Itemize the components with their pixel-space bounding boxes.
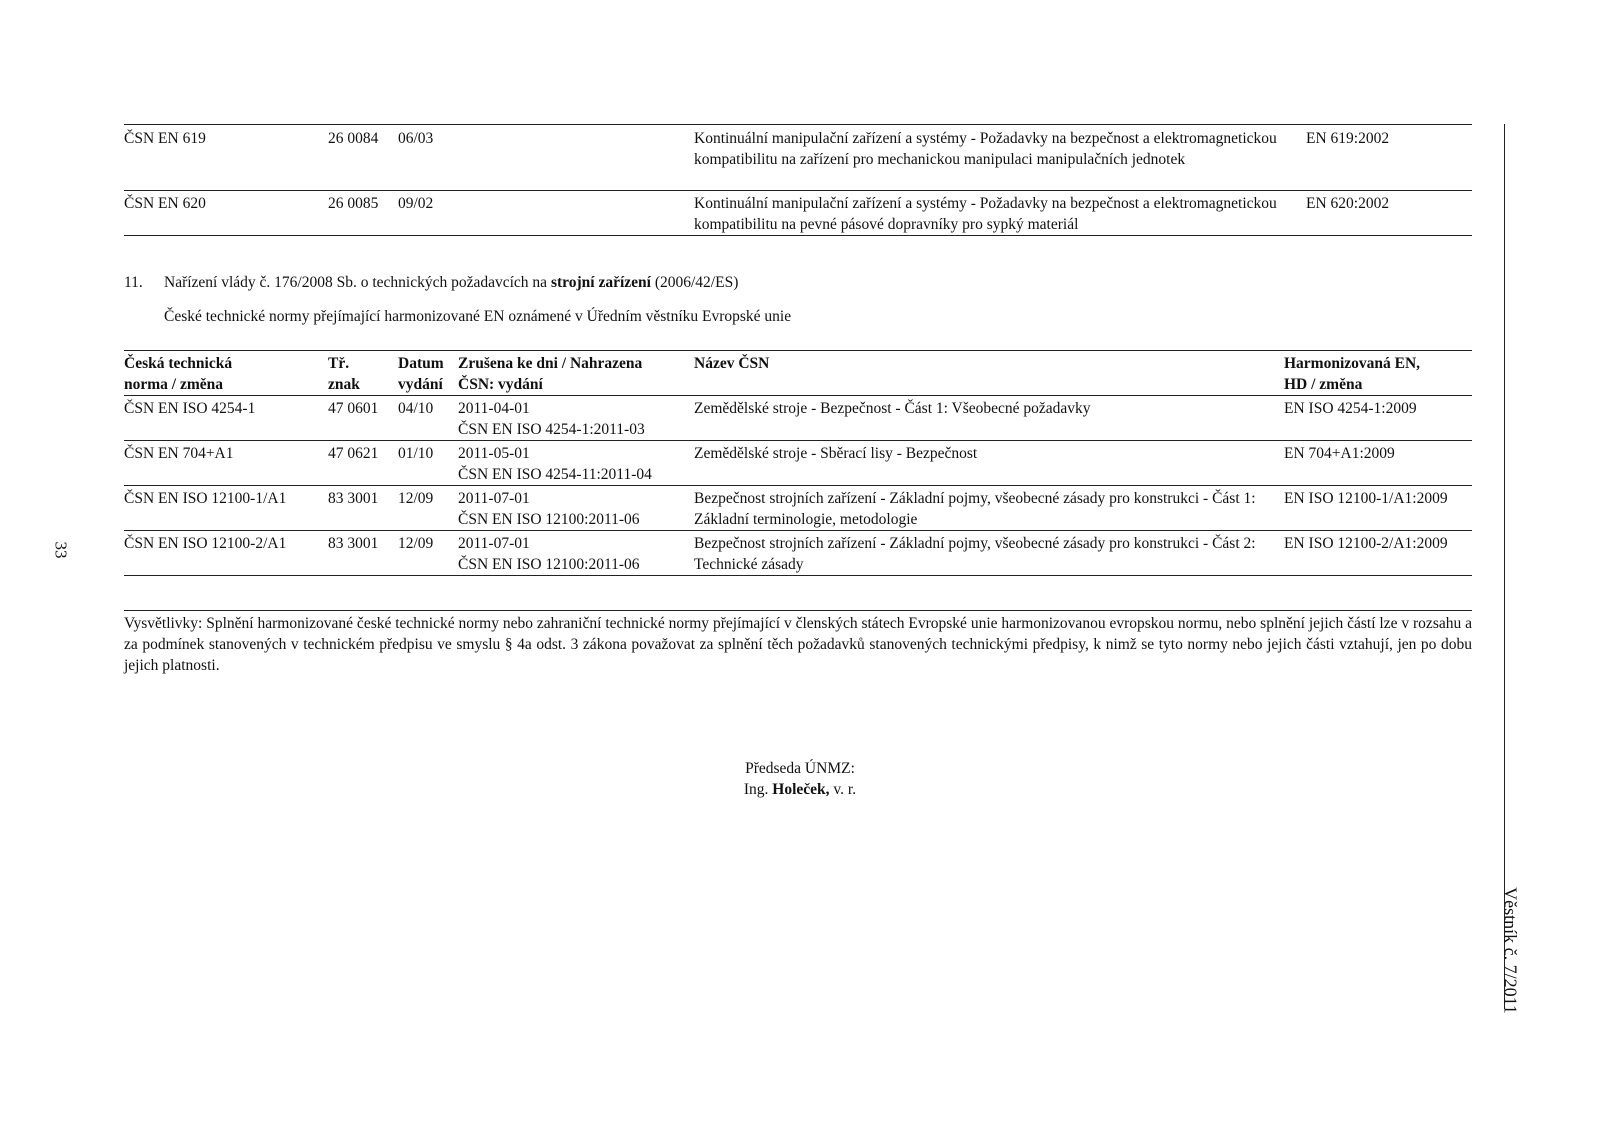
zrusena-date-cell: 2011-07-01 xyxy=(458,535,530,552)
datum-cell: 01/10 xyxy=(398,445,434,462)
section-title-pre: Nařízení vlády č. 176/2008 Sb. o technických požadavcích na xyxy=(164,274,551,291)
page-number: 33 xyxy=(51,541,71,559)
znak-cell: 47 0621 xyxy=(328,445,379,462)
znak-cell: 26 0085 xyxy=(328,195,379,212)
datum-cell: 12/09 xyxy=(398,535,434,552)
nazev-cell: Kontinuální manipulační zařízení a systémy - Požadavky na bezpečnost a elektromagnetickou kompatibilitu na zařízení pro mechanickou manipulaci manipulačních jednotek xyxy=(694,130,1277,168)
norma-cell: ČSN EN 620 xyxy=(124,195,206,212)
norma-cell: ČSN EN 704+A1 xyxy=(124,445,234,462)
table-rule xyxy=(124,235,1472,236)
signature-name: Holeček, xyxy=(772,781,830,798)
signature-prefix: Ing. xyxy=(743,781,773,798)
table-rule xyxy=(124,190,1472,191)
znak-cell: 47 0601 xyxy=(328,400,379,417)
header-en: Harmonizovaná EN, HD / změna xyxy=(1284,355,1421,393)
signature-role: Předseda ÚNMZ: xyxy=(745,760,855,777)
datum-cell: 09/02 xyxy=(398,195,434,212)
table-rule xyxy=(124,124,1472,125)
section-title-bold: strojní zařízení xyxy=(550,274,651,291)
header-nazev: Název ČSN xyxy=(694,355,770,372)
nazev-cell: Bezpečnost strojních zařízení - Základní pojmy, všeobecné zásady pro konstrukci - Část 1: Základní terminologie, metodologie xyxy=(694,490,1256,528)
table-rule xyxy=(124,395,1472,396)
signature-block xyxy=(700,758,900,800)
datum-cell: 04/10 xyxy=(398,400,434,417)
header-datum: Datum vydání xyxy=(398,355,444,393)
nazev-cell: Bezpečnost strojních zařízení - Základní pojmy, všeobecné zásady pro konstrukci - Část 2: Technické zásady xyxy=(694,535,1256,573)
margin-rule xyxy=(1504,124,1505,1009)
norma-cell: ČSN EN 619 xyxy=(124,130,206,147)
note-rule xyxy=(124,610,1472,611)
znak-cell: 26 0084 xyxy=(328,130,379,147)
journal-label: Věstník č. 7/2011 xyxy=(1500,887,1521,1014)
en-cell: EN ISO 12100-2/A1:2009 xyxy=(1284,535,1448,552)
norma-cell: ČSN EN ISO 12100-2/A1 xyxy=(124,535,287,552)
norma-cell: ČSN EN ISO 12100-1/A1 xyxy=(124,490,287,507)
table-rule xyxy=(124,440,1472,441)
en-cell: EN ISO 4254-1:2009 xyxy=(1284,400,1417,417)
en-cell: EN 704+A1:2009 xyxy=(1284,445,1395,462)
zrusena-csn-cell: ČSN EN ISO 4254-1:2011-03 xyxy=(458,421,645,438)
datum-cell: 12/09 xyxy=(398,490,434,507)
zrusena-csn-cell: ČSN EN ISO 12100:2011-06 xyxy=(458,511,640,528)
znak-cell: 83 3001 xyxy=(328,490,379,507)
section-title xyxy=(164,272,738,293)
section-title-post: (2006/42/ES) xyxy=(650,274,739,291)
en-cell: EN ISO 12100-1/A1:2009 xyxy=(1284,490,1448,507)
header-norma: Česká technická norma / změna xyxy=(124,355,233,393)
table-rule xyxy=(124,350,1472,351)
datum-cell: 06/03 xyxy=(398,130,434,147)
zrusena-date-cell: 2011-05-01 xyxy=(458,445,530,462)
zrusena-date-cell: 2011-07-01 xyxy=(458,490,530,507)
nazev-cell: Zemědělské stroje - Bezpečnost - Část 1: Všeobecné požadavky xyxy=(694,400,1091,417)
norma-cell: ČSN EN ISO 4254-1 xyxy=(124,400,256,417)
nazev-cell: Kontinuální manipulační zařízení a systémy - Požadavky na bezpečnost a elektromagnetickou kompatibilitu na pevné pásové dopravníky pro sypký materiál xyxy=(694,195,1277,233)
table-rule xyxy=(124,530,1472,531)
znak-cell: 83 3001 xyxy=(328,535,379,552)
zrusena-date-cell: 2011-04-01 xyxy=(458,400,530,417)
zrusena-csn-cell: ČSN EN ISO 4254-11:2011-04 xyxy=(458,466,652,483)
zrusena-csn-cell: ČSN EN ISO 12100:2011-06 xyxy=(458,556,640,573)
nazev-cell: Zemědělské stroje - Sběrací lisy - Bezpečnost xyxy=(694,445,978,462)
signature-name-line xyxy=(700,779,900,800)
section-subtitle: České technické normy přejímající harmonizované EN oznámené v Úředním věstníku Evropské unie xyxy=(164,308,792,325)
en-cell: EN 619:2002 xyxy=(1306,130,1390,147)
table-rule xyxy=(124,485,1472,486)
header-znak: Tř. znak xyxy=(328,355,360,393)
explanatory-note: Vysvětlivky: Splnění harmonizované české technické normy nebo zahraniční technické normy přejímající v členských státech Evropské unie harmonizovanou evropskou normu, nebo splnění jejich částí lze v rozsahu a za podmínek stanovených v technickém předpisu ve smyslu § 4a odst. 3 zákona považovat za splnění těch požadavků stanovených technickými předpisy, k nimž se tyto normy nebo jejich části vztahují, jen po dobu jejich platnosti. xyxy=(124,615,1472,674)
section-number: 11. xyxy=(124,274,143,291)
en-cell: EN 620:2002 xyxy=(1306,195,1390,212)
signature-suffix: v. r. xyxy=(829,781,857,798)
table-rule xyxy=(124,575,1472,576)
header-zrusena: Zrušena ke dni / Nahrazena ČSN: vydání xyxy=(458,355,643,393)
